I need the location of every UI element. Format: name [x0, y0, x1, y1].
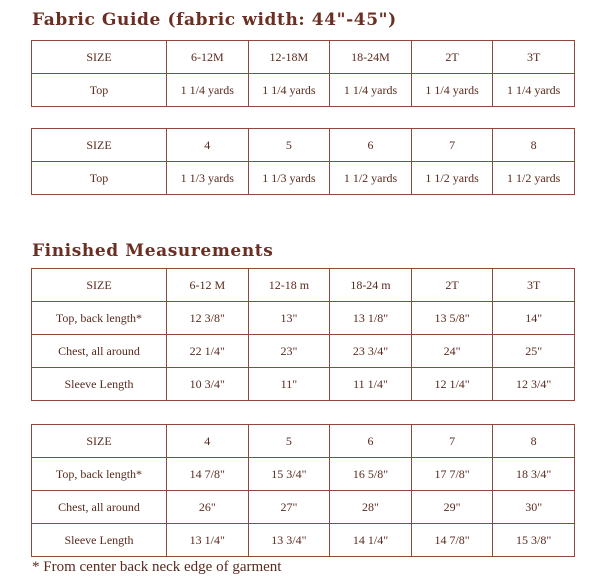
value-cell: 1 1/4 yards [167, 74, 249, 107]
value-cell: 4 [167, 129, 249, 162]
value-cell: 4 [167, 425, 249, 458]
row-label-cell: SIZE [32, 425, 167, 458]
value-cell: 2T [411, 269, 493, 302]
value-cell: 18 3/4" [493, 458, 575, 491]
value-cell: 14 7/8" [167, 458, 249, 491]
value-cell: 11 1/4" [330, 368, 412, 401]
value-cell: 5 [248, 425, 330, 458]
value-cell: 1 1/2 yards [411, 162, 493, 195]
value-cell: 26" [167, 491, 249, 524]
value-cell: 2T [411, 41, 493, 74]
table-header-row [32, 269, 575, 302]
value-cell: 8 [493, 129, 575, 162]
value-cell: 8 [493, 425, 575, 458]
finished-measurements-table-2 [31, 424, 575, 557]
value-cell: 1 1/2 yards [493, 162, 575, 195]
value-cell: 1 1/4 yards [493, 74, 575, 107]
value-cell: 13 5/8" [411, 302, 493, 335]
table-header-row [32, 41, 575, 74]
finished-measurements-heading: Finished Measurements [32, 241, 274, 261]
table-row [32, 302, 575, 335]
value-cell: 13 1/4" [167, 524, 249, 557]
value-cell: 12 1/4" [411, 368, 493, 401]
value-cell: 23" [248, 335, 330, 368]
value-cell: 15 3/8" [493, 524, 575, 557]
value-cell: 6-12 M [167, 269, 249, 302]
value-cell: 13" [248, 302, 330, 335]
value-cell: 14 1/4" [330, 524, 412, 557]
value-cell: 12 3/4" [493, 368, 575, 401]
table-row [32, 458, 575, 491]
row-label-cell: SIZE [32, 129, 167, 162]
value-cell: 7 [411, 129, 493, 162]
row-label-cell: Top, back length* [32, 458, 167, 491]
value-cell: 3T [493, 269, 575, 302]
value-cell: 24" [411, 335, 493, 368]
value-cell: 23 3/4" [330, 335, 412, 368]
table-header-row [32, 425, 575, 458]
value-cell: 18-24M [330, 41, 412, 74]
value-cell: 1 1/3 yards [248, 162, 330, 195]
value-cell: 15 3/4" [248, 458, 330, 491]
value-cell: 14" [493, 302, 575, 335]
row-label-cell: SIZE [32, 41, 167, 74]
value-cell: 18-24 m [330, 269, 412, 302]
fabric-guide-heading: Fabric Guide (fabric width: 44"-45") [32, 10, 397, 30]
value-cell: 7 [411, 425, 493, 458]
footnote: * From center back neck edge of garment [32, 559, 282, 575]
row-label-cell: Sleeve Length [32, 368, 167, 401]
row-label-cell: Chest, all around [32, 491, 167, 524]
row-label-cell: Top [32, 162, 167, 195]
value-cell: 16 5/8" [330, 458, 412, 491]
table-row [32, 162, 575, 195]
table-row [32, 491, 575, 524]
table-row [32, 74, 575, 107]
value-cell: 29" [411, 491, 493, 524]
value-cell: 1 1/4 yards [248, 74, 330, 107]
value-cell: 11" [248, 368, 330, 401]
value-cell: 6-12M [167, 41, 249, 74]
table-header-row [32, 129, 575, 162]
value-cell: 6 [330, 129, 412, 162]
value-cell: 5 [248, 129, 330, 162]
value-cell: 17 7/8" [411, 458, 493, 491]
value-cell: 30" [493, 491, 575, 524]
row-label-cell: Top [32, 74, 167, 107]
table-row [32, 368, 575, 401]
value-cell: 1 1/3 yards [167, 162, 249, 195]
value-cell: 6 [330, 425, 412, 458]
value-cell: 3T [493, 41, 575, 74]
value-cell: 13 3/4" [248, 524, 330, 557]
row-label-cell: Chest, all around [32, 335, 167, 368]
value-cell: 10 3/4" [167, 368, 249, 401]
fabric-guide-table-2 [31, 128, 575, 195]
finished-measurements-table-1 [31, 268, 575, 401]
table-row [32, 335, 575, 368]
value-cell: 13 1/8" [330, 302, 412, 335]
value-cell: 12-18M [248, 41, 330, 74]
value-cell: 14 7/8" [411, 524, 493, 557]
row-label-cell: SIZE [32, 269, 167, 302]
value-cell: 22 1/4" [167, 335, 249, 368]
value-cell: 1 1/4 yards [411, 74, 493, 107]
value-cell: 25" [493, 335, 575, 368]
value-cell: 28" [330, 491, 412, 524]
value-cell: 12-18 m [248, 269, 330, 302]
row-label-cell: Sleeve Length [32, 524, 167, 557]
row-label-cell: Top, back length* [32, 302, 167, 335]
value-cell: 27" [248, 491, 330, 524]
value-cell: 1 1/4 yards [330, 74, 412, 107]
table-row [32, 524, 575, 557]
value-cell: 1 1/2 yards [330, 162, 412, 195]
fabric-guide-table-1 [31, 40, 575, 107]
value-cell: 12 3/8" [167, 302, 249, 335]
